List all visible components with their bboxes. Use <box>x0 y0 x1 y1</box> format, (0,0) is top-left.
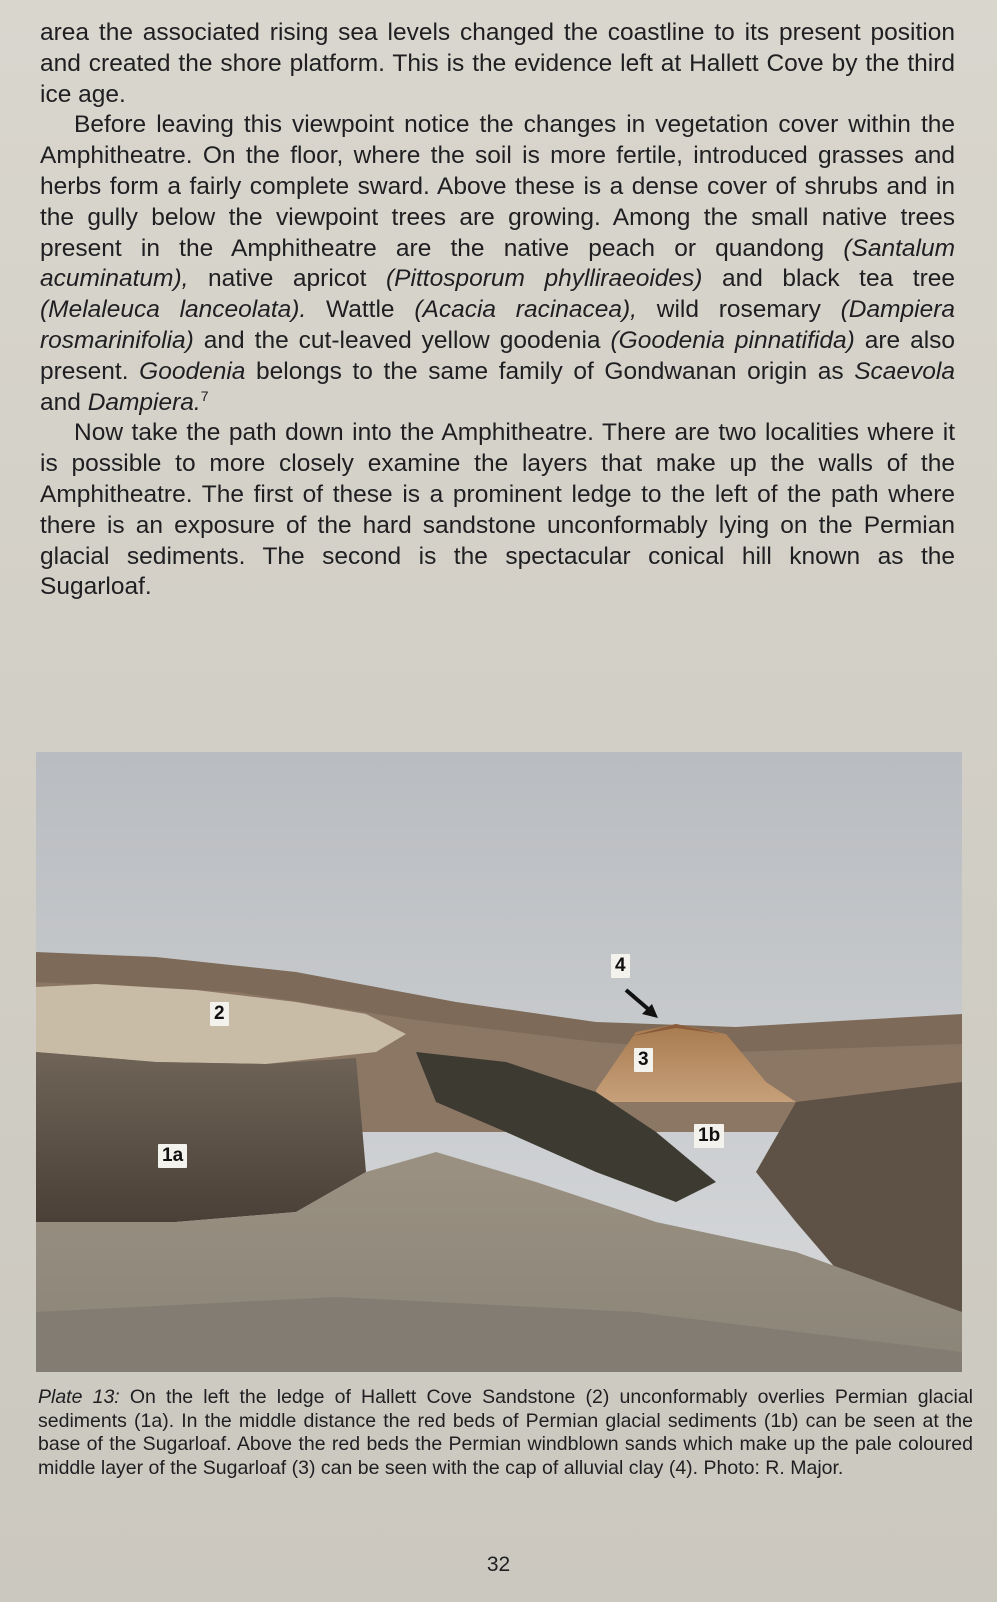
paragraph-2-segment: Scaevola <box>854 357 955 385</box>
paragraph-2-segment: Wattle <box>306 296 415 324</box>
body-text <box>40 18 955 603</box>
paragraph-2-segment: and <box>40 388 88 416</box>
photo-label-4: 4 <box>611 954 630 978</box>
paragraph-2-segment: Goodenia <box>139 357 246 385</box>
plate-number: Plate 13: <box>38 1386 120 1408</box>
caption-text: On the left the ledge of Hallett Cove Sandstone (2) unconformably overlies Permian glacial sediments (1a). In the middle distance the red beds of Permian glacial sediments (1b) can be seen at the base of the Sugarloaf. Above the red beds the Permian windblown sands which make up the pale coloured middle layer of the Sugarloaf (3) can be seen with the cap of alluvial clay (4). Photo: R. Major. <box>38 1386 973 1479</box>
landscape-photo-illustration <box>36 752 962 1372</box>
paragraph-2-segment: (Goodenia pinnatifida) <box>610 326 855 354</box>
photo-label-3: 3 <box>634 1048 653 1072</box>
paragraph-2-segment: Before leaving this viewpoint notice the changes in vegetation cover within the Amphitheatre. On the floor, where the soil is more fertile, introduced grasses and herbs form a fairly complete sward. Above these is a dense cover of shrubs and in the gully below the viewpoint trees are growing. Among the small native trees present in the Amphitheatre are the native peach or quandong <box>40 111 955 262</box>
paragraph-1: area the associated rising sea levels changed the coastline to its present position and created the shore platform. This is the evidence left at Hallett Cove by the third ice age. <box>40 19 955 108</box>
photo-label-1a: 1a <box>158 1144 187 1168</box>
paragraph-2-segment: wild rosemary <box>637 296 841 324</box>
paragraph-2-segment: Dampiera. <box>87 388 201 416</box>
paragraph-2-segment: (Melaleuca lanceolata). <box>40 296 307 324</box>
paragraph-2-segment: and the cut-leaved yellow goodenia <box>193 326 611 354</box>
paragraph-2 <box>40 110 955 418</box>
photo-label-1b: 1b <box>694 1124 724 1148</box>
paragraph-2-segment: (Pittosporum phylliraeoides) <box>386 265 703 293</box>
plate-13-photograph <box>36 752 962 1372</box>
paragraph-2-segment: 7 <box>200 387 209 404</box>
paragraph-2-segment: and black tea tree <box>702 265 955 293</box>
plate-caption <box>38 1386 973 1480</box>
paragraph-2-segment: belongs to the same family of Gondwanan origin as <box>245 357 855 385</box>
paragraph-2-segment: (Acacia racinacea), <box>414 296 637 324</box>
paragraph-3: Now take the path down into the Amphitheatre. There are two localities where it is possible to more closely examine the layers that make up the walls of the Amphitheatre. The first of these is a prominent ledge to the left of the path where there is an exposure of the hard sandstone unconformably lying on the Permian glacial sediments. The second is the spectacular conical hill known as the Sugarloaf. <box>40 419 955 601</box>
photo-label-2: 2 <box>210 1002 229 1026</box>
page-number: 32 <box>486 1553 511 1576</box>
paragraph-2-segment: native apricot <box>188 265 387 293</box>
paragraph-2-segment: (Santalum acuminatum), <box>40 234 955 293</box>
paragraph-2-segment: (Dampiera rosmarinifolia) <box>40 296 955 354</box>
paragraph-2-segment: are also present. <box>40 326 956 385</box>
